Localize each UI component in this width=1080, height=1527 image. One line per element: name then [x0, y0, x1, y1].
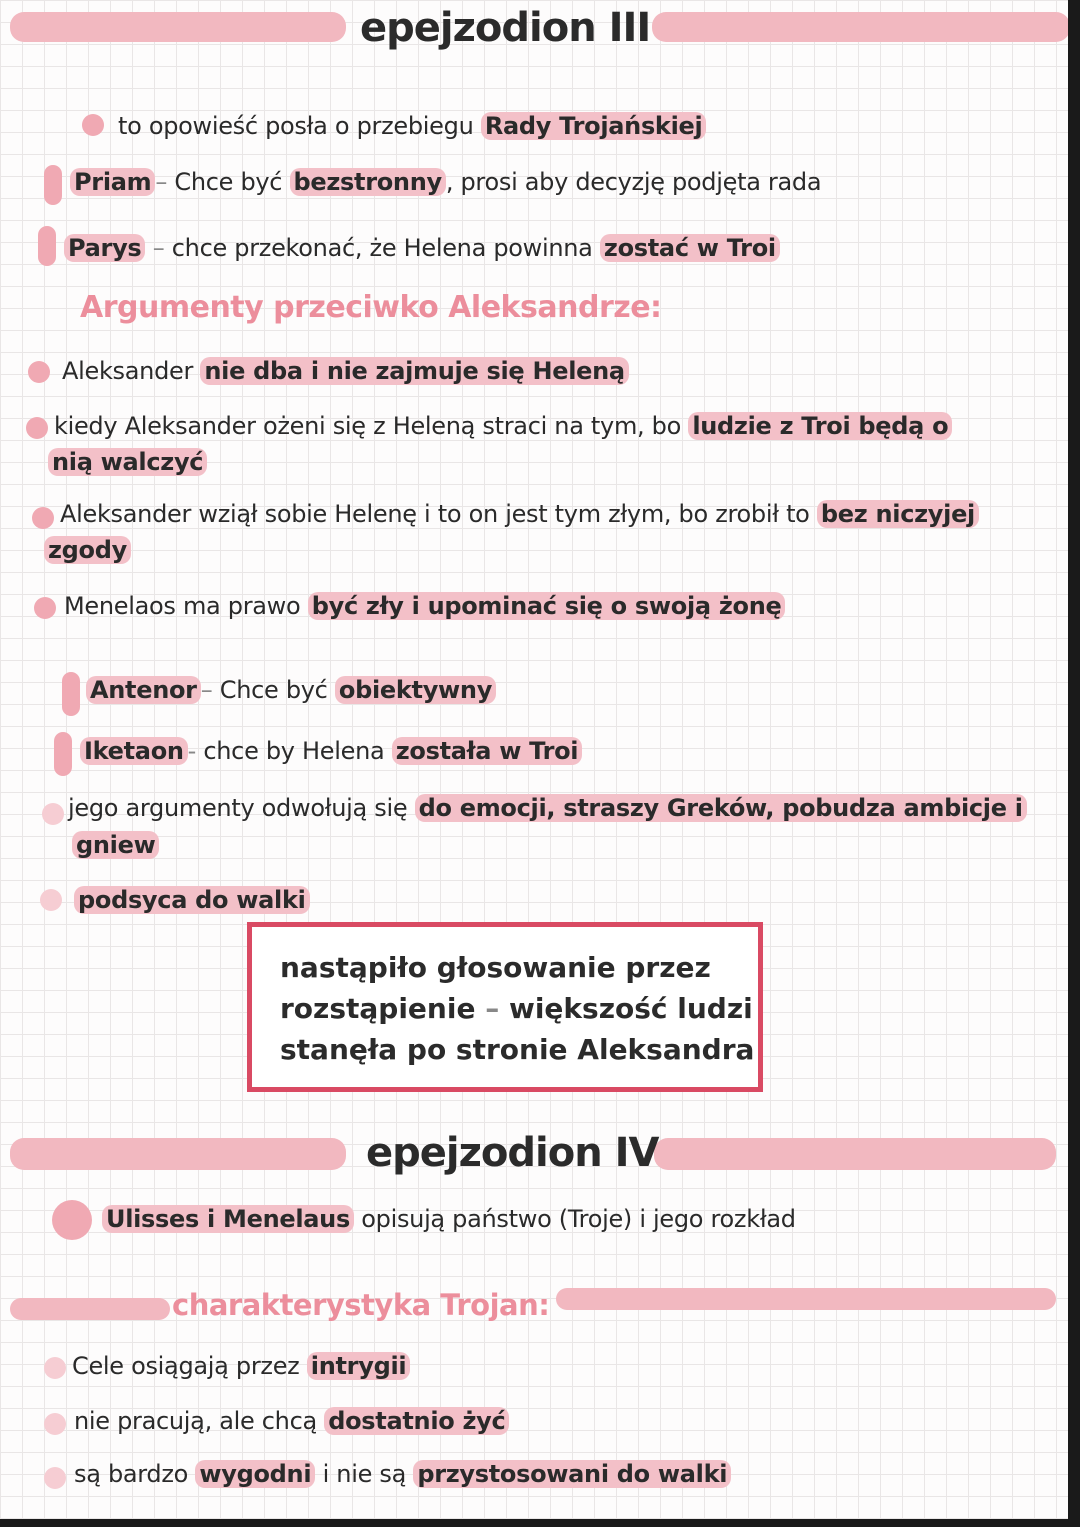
title-band-left: [10, 1138, 346, 1170]
priam-line: [70, 168, 821, 196]
text: , prosi aby decyzję podjęta rada: [445, 168, 822, 196]
highlight: być zły i upominać się o swoją żonę: [308, 592, 786, 620]
highlight: Rady Trojańskiej: [481, 112, 707, 140]
argument-item-cont: [44, 536, 131, 564]
text: Aleksander wziął sobie Helenę i to on jest tym złym, bo zrobił to: [60, 500, 817, 528]
iketaon-argument: [74, 886, 310, 914]
heading-band-left: [10, 1298, 170, 1320]
separator: –: [475, 992, 509, 1025]
characteristic-item: [72, 1352, 410, 1380]
box-line: nastąpiło głosowanie przez: [280, 951, 711, 984]
bullet-dot: [44, 1357, 66, 1379]
arguments-heading: Argumenty przeciwko Aleksandrze:: [80, 290, 662, 325]
characteristics-heading: charakterystyka Trojan:: [172, 1288, 550, 1322]
bullet-dot: [28, 361, 50, 383]
title-band-right: [652, 12, 1070, 42]
text: rozstąpienie: [280, 992, 476, 1025]
argument-item: [60, 500, 979, 528]
pill-marker: [54, 732, 72, 776]
text: chce by Helena: [196, 737, 392, 765]
parys-line: [64, 234, 780, 262]
character-name: Antenor: [86, 676, 201, 704]
text: opisują państwo (Troje) i jego rozkład: [353, 1205, 796, 1233]
highlight: intrygii: [307, 1352, 411, 1380]
pill-marker: [62, 672, 80, 716]
separator: –: [145, 234, 172, 262]
text: chce przekonać, że Helena powinna: [171, 234, 600, 262]
text: Chce być: [212, 676, 335, 704]
text: są bardzo: [74, 1460, 196, 1488]
highlight: do emocji, straszy Greków, pobudza ambicje i: [415, 794, 1027, 822]
pill-marker: [44, 165, 62, 205]
text: większość ludzi: [508, 992, 753, 1025]
highlight: podsyca do walki: [74, 886, 310, 914]
text: kiedy Aleksander ożeni się z Heleną straci na tym, bo: [54, 412, 689, 440]
highlight: gniew: [72, 831, 159, 859]
separator: –: [155, 168, 168, 196]
text: Menelaos ma prawo: [64, 592, 308, 620]
separator: –: [200, 676, 213, 704]
title-band-right: [654, 1138, 1056, 1170]
text: Aleksander: [62, 357, 201, 385]
highlight: przystosowani do walki: [413, 1460, 731, 1488]
highlight: wygodni: [195, 1460, 315, 1488]
argument-item: [54, 412, 952, 440]
argument-item: [64, 592, 785, 620]
box-line: [280, 988, 754, 1029]
voting-note-text: [280, 947, 754, 1070]
bullet-dot: [44, 1467, 66, 1489]
page-title-ep4: epejzodion IV: [366, 1130, 659, 1176]
heading-band-right: [556, 1288, 1056, 1310]
intro-line: [118, 112, 706, 140]
bullet-dot: [32, 507, 54, 529]
highlight: zgody: [44, 536, 131, 564]
bullet-dot: [40, 889, 62, 911]
bullet-dot: [44, 1413, 66, 1435]
scan-edge-bottom: [0, 1519, 1080, 1527]
highlight: Ulisses i Menelaus: [102, 1205, 354, 1233]
highlight: ludzie z Troi będą o: [688, 412, 952, 440]
bullet-dot: [42, 803, 64, 825]
highlight: nią walczyć: [48, 448, 207, 476]
character-name: Iketaon: [80, 737, 188, 765]
argument-item-cont: [48, 448, 207, 476]
text: Cele osiągają przez: [72, 1352, 307, 1380]
bullet-dot: [82, 114, 104, 136]
iketaon-argument: [68, 794, 1027, 822]
text: Chce być: [167, 168, 290, 196]
bullet-dot: [34, 597, 56, 619]
highlight: została w Troi: [392, 737, 582, 765]
text: nie pracują, ale chcą: [74, 1407, 325, 1435]
scan-edge-right: [1068, 0, 1080, 1527]
highlight: bezstronny: [290, 168, 446, 196]
highlight: dostatnio żyć: [324, 1407, 509, 1435]
ep4-intro-line: [102, 1205, 796, 1233]
iketaon-line: [80, 737, 582, 765]
page-title-ep3: epejzodion III: [360, 5, 651, 51]
text: i nie są: [315, 1460, 414, 1488]
characteristic-item: [74, 1460, 731, 1488]
voting-note-box: [247, 922, 763, 1092]
characteristic-item: [74, 1407, 509, 1435]
bullet-dot: [52, 1200, 92, 1240]
text: to opowieść posła o przebiegu: [118, 112, 481, 140]
box-line: stanęła po stronie Aleksandra: [280, 1033, 755, 1066]
highlight: nie dba i nie zajmuje się Heleną: [200, 357, 628, 385]
separator: -: [187, 737, 197, 765]
character-name: Priam: [70, 168, 155, 196]
pill-marker: [38, 226, 56, 266]
argument-item: [62, 357, 629, 385]
character-name: Parys: [64, 234, 145, 262]
iketaon-argument-cont: [72, 831, 159, 859]
highlight: zostać w Troi: [600, 234, 780, 262]
bullet-dot: [26, 417, 48, 439]
highlight: bez niczyjej: [817, 500, 979, 528]
antenor-line: [86, 676, 496, 704]
title-band-left: [10, 12, 346, 42]
highlight: obiektywny: [335, 676, 496, 704]
text: jego argumenty odwołują się: [68, 794, 415, 822]
